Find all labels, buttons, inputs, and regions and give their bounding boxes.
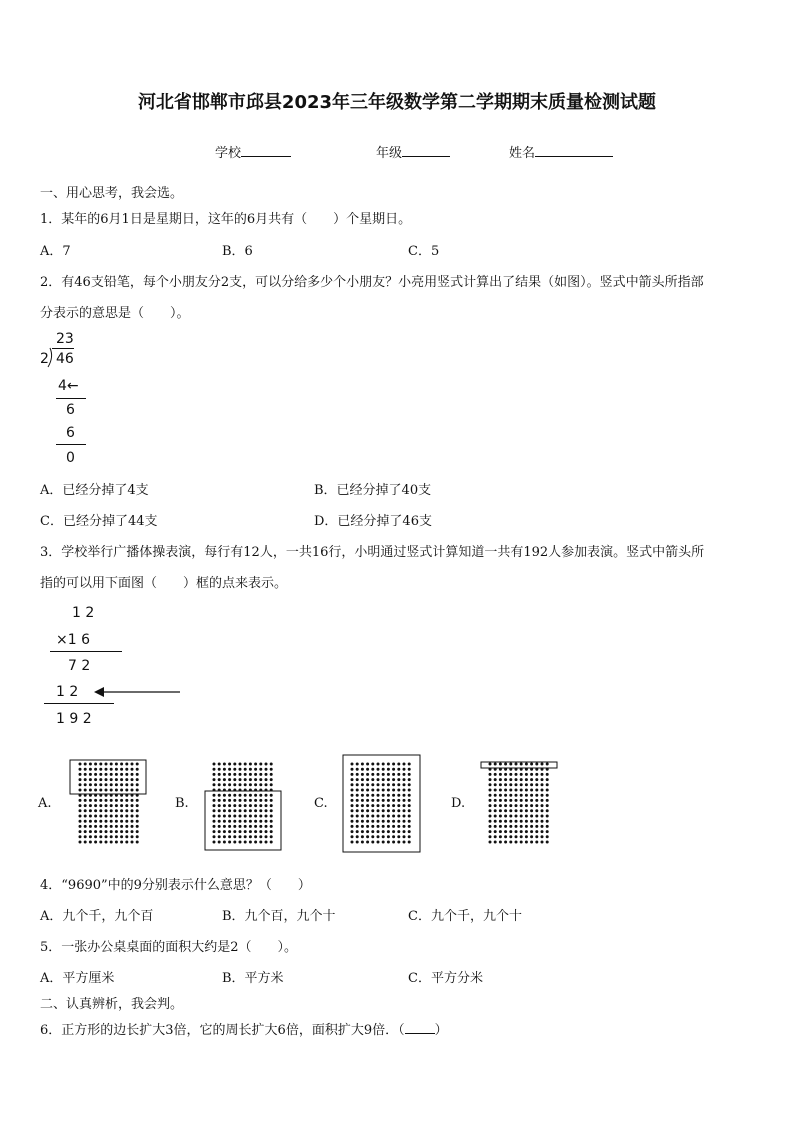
grade-label: 年级 [376,146,403,161]
q3-option-d-label: D. [451,796,466,811]
divisor: 2 [40,351,49,367]
q5-option-a: A．平方厘米 [40,971,115,986]
dot-array-c [351,763,411,844]
question-2-line-2: 分表示的意思是（ ）。 [40,306,190,321]
q4-option-b: B．九个百，九个十 [222,909,336,924]
quotient: 23 [56,331,74,347]
partial-product-1: 7 2 [68,658,91,674]
q2-option-d: D．已经分掉了46支 [314,514,432,529]
q2-option-c: C．已经分掉了44支 [40,514,158,529]
frame-b [205,791,281,850]
school-label: 学校 [215,146,242,161]
frame-a [70,760,146,794]
frame-d [481,762,557,768]
dot-array-a [79,763,139,844]
question-2-line-1: 2．有46支铅笔，每个小朋友分2支，可以分给多少个小朋友？小亮用竖式计算出了结果（如图）。竖式中箭头所指部 [40,275,704,290]
q2-option-a: A．已经分掉了4支 [40,483,149,498]
question-3-line-2: 指的可以用下面图（ ）框的点来表示。 [40,576,288,591]
section-1-heading: 一、用心思考，我会选。 [40,186,184,201]
q1-option-c: C．5 [408,244,440,259]
product: 1 9 2 [56,711,92,727]
multiplier: ×1 6 [56,632,90,648]
q5-option-b: B．平方米 [222,971,284,986]
question-6-text: 6．正方形的边长扩大3倍，它的周长扩大6倍，面积扩大9倍．（ [40,1023,405,1038]
dividend: 46 [56,351,74,367]
question-6-close: ） [434,1023,448,1038]
question-3-line-1: 3．学校举行广播体操表演，每行有12人，一共16行，小明通过竖式计算知道一共有192人参加表演。竖式中箭头所 [40,545,705,560]
subtract-row: 6 [66,425,75,441]
answer-blank [405,1021,435,1034]
q4-option-c: C．九个千，九个十 [408,909,522,924]
q5-option-c: C．平方分米 [408,971,483,986]
q4-option-a: A．九个千，九个百 [40,909,154,924]
question-1: 1．某年的6月1日是星期日，这年的6月共有（ ）个星期日。 [40,212,412,227]
q1-option-a: A．7 [40,244,71,259]
question-4: 4．“9690”中的9分别表示什么意思？（ ） [40,878,311,893]
question-6 [40,1019,448,1038]
q3-option-c-label: C. [314,796,328,811]
q3-option-a-label: A. [38,796,52,811]
partial-product-arrow: 4← [58,378,79,394]
multiplicand: 1 2 [72,605,95,621]
final-remainder: 0 [66,450,75,466]
remainder-row: 6 [66,402,75,418]
dot-array-d [489,763,549,844]
section-2-heading: 二、认真辨析，我会判。 [40,997,184,1012]
q1-option-b: B．6 [222,244,253,259]
name-label: 姓名 [509,146,536,161]
partial-product-2: 1 2 [56,684,79,700]
page-title: 河北省邯郸市邱县2023年三年级数学第二学期期末质量检测试题 [137,92,657,113]
q2-option-b: B．已经分掉了40支 [314,483,432,498]
question-5: 5．一张办公桌桌面的面积大约是2（ ）。 [40,940,298,955]
q3-option-b-label: B. [175,796,189,811]
dot-array-b [213,763,273,844]
